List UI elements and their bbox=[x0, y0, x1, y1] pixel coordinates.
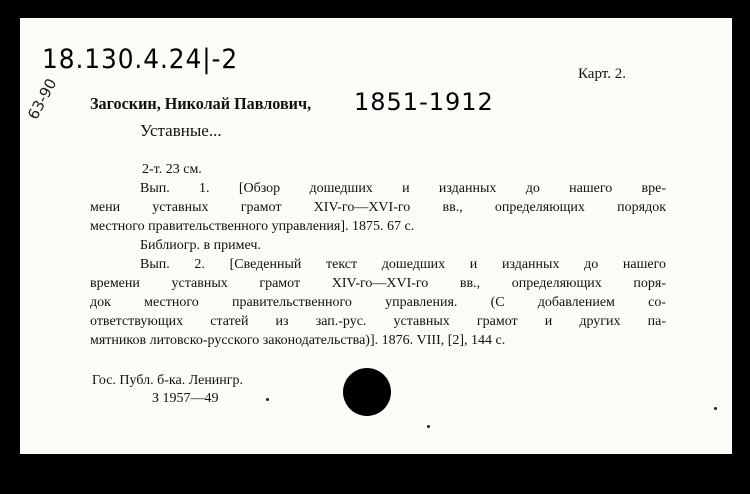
vol2-line: ответствующих статей из зап.-рус. уставных грамот и других па- bbox=[90, 314, 666, 329]
card-number: Карт. 2. bbox=[578, 66, 626, 82]
vol2-line: Вып. 2. [Сведенный текст дошедших и изданных до нашего bbox=[140, 257, 666, 272]
physical-description bbox=[90, 160, 666, 179]
volume-1-entry bbox=[90, 179, 666, 236]
format-line: 2-т. 23 см. bbox=[142, 162, 202, 177]
volume-2-entry bbox=[90, 255, 666, 350]
author-dates: 1851-1912 bbox=[354, 88, 494, 116]
library-name: Гос. Публ. б-ка. Ленингр. bbox=[92, 373, 244, 388]
catalog-card bbox=[20, 18, 732, 454]
library-code: З 1957—49 bbox=[152, 391, 219, 406]
ink-speck bbox=[266, 398, 269, 401]
ink-speck bbox=[714, 407, 717, 410]
vol1-line: местного правительственного управления]. 1875. 67 с. bbox=[90, 219, 415, 234]
bibliography-note bbox=[90, 236, 666, 255]
punch-hole bbox=[343, 368, 391, 416]
vol2-line: времени уставных грамот XIV-го—XVI-го вв., определяющих поря- bbox=[90, 276, 666, 291]
vol2-line: мятников литовско-русского законодательства)]. 1876. VIII, [2], 144 с. bbox=[90, 333, 506, 348]
ink-speck bbox=[427, 425, 430, 428]
author-name: Загоскин, Николай Павлович, bbox=[90, 94, 312, 113]
bibliography-line: Библиогр. в примеч. bbox=[140, 238, 261, 253]
side-note: 63-90 bbox=[24, 75, 61, 123]
call-number: 18.130.4.24|-2 bbox=[42, 44, 239, 75]
library-stamp bbox=[92, 372, 243, 408]
vol1-line: мени уставных грамот XIV-го—XVI-го вв., определяющих порядок bbox=[90, 200, 666, 215]
vol2-line: док местного правительственного управления. (С добавлением со- bbox=[90, 295, 666, 310]
vol1-line: Вып. 1. [Обзор дошедших и изданных до нашего вре- bbox=[140, 181, 666, 196]
book-title: Уставные... bbox=[140, 121, 222, 140]
